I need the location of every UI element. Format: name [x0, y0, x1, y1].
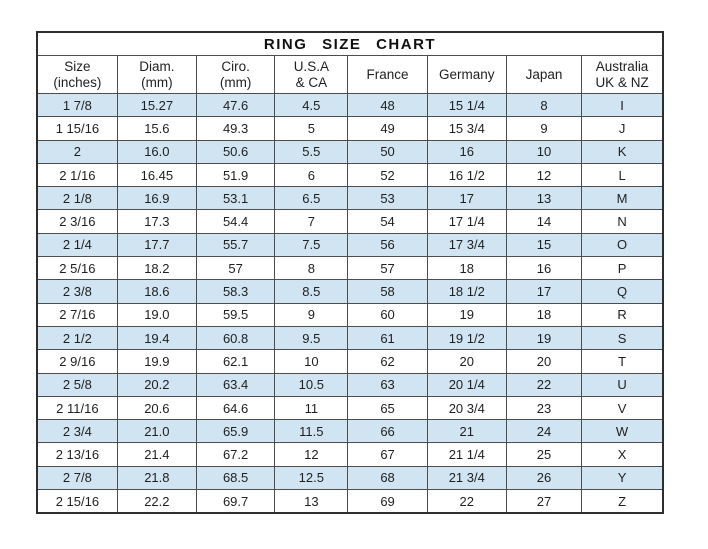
cell-germany: 16 1/2 [427, 163, 506, 186]
chart-title: RING SIZE CHART [37, 32, 663, 56]
col-header-japan [506, 56, 581, 94]
cell-japan: 9 [506, 117, 581, 140]
cell-germany: 20 1/4 [427, 373, 506, 396]
cell-usa-ca: 6 [275, 163, 348, 186]
cell-france: 53 [348, 187, 427, 210]
cell-size-inches: 2 3/4 [37, 420, 117, 443]
cell-usa-ca: 10 [275, 350, 348, 373]
cell-size-inches: 2 15/16 [37, 490, 117, 514]
cell-australia-uk-nz: M [582, 187, 663, 210]
cell-japan: 19 [506, 326, 581, 349]
cell-australia-uk-nz: L [582, 163, 663, 186]
cell-circumference-mm: 62.1 [196, 350, 274, 373]
table-row [37, 326, 663, 349]
cell-circumference-mm: 58.3 [196, 280, 274, 303]
table-row [37, 140, 663, 163]
cell-australia-uk-nz: O [582, 233, 663, 256]
cell-size-inches: 2 5/8 [37, 373, 117, 396]
cell-usa-ca: 7.5 [275, 233, 348, 256]
table-row [37, 257, 663, 280]
cell-diameter-mm: 17.7 [117, 233, 196, 256]
cell-australia-uk-nz: W [582, 420, 663, 443]
cell-usa-ca: 10.5 [275, 373, 348, 396]
cell-germany: 19 1/2 [427, 326, 506, 349]
cell-diameter-mm: 16.45 [117, 163, 196, 186]
cell-france: 61 [348, 326, 427, 349]
table-row [37, 94, 663, 117]
cell-france: 62 [348, 350, 427, 373]
cell-diameter-mm: 19.4 [117, 326, 196, 349]
col-header-sublabel: (mm) [141, 74, 173, 90]
cell-japan: 12 [506, 163, 581, 186]
title-row [37, 32, 663, 56]
cell-size-inches: 2 7/16 [37, 303, 117, 326]
cell-france: 66 [348, 420, 427, 443]
cell-diameter-mm: 20.2 [117, 373, 196, 396]
cell-germany: 22 [427, 490, 506, 514]
cell-diameter-mm: 21.4 [117, 443, 196, 466]
cell-size-inches: 2 9/16 [37, 350, 117, 373]
ring-size-chart-table [36, 31, 664, 514]
cell-circumference-mm: 60.8 [196, 326, 274, 349]
cell-diameter-mm: 22.2 [117, 490, 196, 514]
cell-circumference-mm: 63.4 [196, 373, 274, 396]
column-header-row [37, 56, 663, 94]
cell-france: 67 [348, 443, 427, 466]
cell-circumference-mm: 47.6 [196, 94, 274, 117]
col-header-sublabel: UK & NZ [595, 74, 649, 90]
cell-australia-uk-nz: P [582, 257, 663, 280]
cell-australia-uk-nz: Y [582, 466, 663, 489]
cell-france: 60 [348, 303, 427, 326]
cell-japan: 18 [506, 303, 581, 326]
cell-australia-uk-nz: T [582, 350, 663, 373]
cell-germany: 18 1/2 [427, 280, 506, 303]
cell-germany: 17 [427, 187, 506, 210]
table-row [37, 303, 663, 326]
cell-diameter-mm: 16.9 [117, 187, 196, 210]
cell-circumference-mm: 53.1 [196, 187, 274, 210]
cell-japan: 13 [506, 187, 581, 210]
cell-japan: 15 [506, 233, 581, 256]
cell-size-inches: 2 3/8 [37, 280, 117, 303]
cell-germany: 20 [427, 350, 506, 373]
cell-circumference-mm: 49.3 [196, 117, 274, 140]
table-row [37, 233, 663, 256]
cell-japan: 26 [506, 466, 581, 489]
table-row [37, 210, 663, 233]
cell-circumference-mm: 54.4 [196, 210, 274, 233]
cell-france: 54 [348, 210, 427, 233]
cell-size-inches: 2 7/8 [37, 466, 117, 489]
cell-size-inches: 2 1/2 [37, 326, 117, 349]
table-head [37, 32, 663, 94]
cell-diameter-mm: 21.8 [117, 466, 196, 489]
cell-australia-uk-nz: Z [582, 490, 663, 514]
cell-diameter-mm: 18.6 [117, 280, 196, 303]
cell-circumference-mm: 68.5 [196, 466, 274, 489]
col-header-label: Size [64, 58, 91, 74]
cell-usa-ca: 11 [275, 396, 348, 419]
table-row [37, 466, 663, 489]
cell-france: 49 [348, 117, 427, 140]
cell-usa-ca: 11.5 [275, 420, 348, 443]
cell-japan: 17 [506, 280, 581, 303]
cell-japan: 23 [506, 396, 581, 419]
cell-circumference-mm: 64.6 [196, 396, 274, 419]
table-row [37, 490, 663, 514]
col-header-australia-uk-nz [582, 56, 663, 94]
cell-diameter-mm: 19.0 [117, 303, 196, 326]
cell-size-inches: 1 7/8 [37, 94, 117, 117]
col-header-sublabel: (inches) [53, 74, 102, 90]
cell-germany: 15 1/4 [427, 94, 506, 117]
table-row [37, 117, 663, 140]
cell-germany: 15 3/4 [427, 117, 506, 140]
table-row [37, 420, 663, 443]
cell-australia-uk-nz: N [582, 210, 663, 233]
cell-usa-ca: 9.5 [275, 326, 348, 349]
cell-diameter-mm: 17.3 [117, 210, 196, 233]
cell-usa-ca: 8 [275, 257, 348, 280]
col-header-label: Japan [525, 66, 563, 82]
col-header-label: Australia [595, 58, 649, 74]
cell-australia-uk-nz: Q [582, 280, 663, 303]
cell-usa-ca: 5.5 [275, 140, 348, 163]
table-row [37, 443, 663, 466]
col-header-sublabel: (mm) [219, 74, 252, 90]
cell-germany: 21 [427, 420, 506, 443]
cell-australia-uk-nz: R [582, 303, 663, 326]
cell-circumference-mm: 51.9 [196, 163, 274, 186]
cell-size-inches: 2 1/8 [37, 187, 117, 210]
cell-france: 52 [348, 163, 427, 186]
cell-circumference-mm: 59.5 [196, 303, 274, 326]
cell-diameter-mm: 15.27 [117, 94, 196, 117]
col-header-label: Germany [439, 66, 495, 82]
cell-size-inches: 2 13/16 [37, 443, 117, 466]
table-row [37, 350, 663, 373]
cell-circumference-mm: 55.7 [196, 233, 274, 256]
cell-usa-ca: 13 [275, 490, 348, 514]
col-header-size-inches [37, 56, 117, 94]
cell-size-inches: 2 [37, 140, 117, 163]
col-header-label: Diam. [139, 58, 175, 74]
cell-usa-ca: 6.5 [275, 187, 348, 210]
cell-germany: 19 [427, 303, 506, 326]
col-header-label: U.S.A [293, 58, 329, 74]
cell-france: 56 [348, 233, 427, 256]
cell-germany: 17 3/4 [427, 233, 506, 256]
cell-usa-ca: 5 [275, 117, 348, 140]
cell-france: 68 [348, 466, 427, 489]
cell-germany: 17 1/4 [427, 210, 506, 233]
cell-size-inches: 2 11/16 [37, 396, 117, 419]
cell-australia-uk-nz: U [582, 373, 663, 396]
cell-japan: 8 [506, 94, 581, 117]
cell-germany: 20 3/4 [427, 396, 506, 419]
cell-usa-ca: 8.5 [275, 280, 348, 303]
cell-australia-uk-nz: X [582, 443, 663, 466]
cell-diameter-mm: 19.9 [117, 350, 196, 373]
cell-japan: 14 [506, 210, 581, 233]
cell-circumference-mm: 69.7 [196, 490, 274, 514]
col-header-germany [427, 56, 506, 94]
cell-diameter-mm: 15.6 [117, 117, 196, 140]
cell-australia-uk-nz: J [582, 117, 663, 140]
cell-france: 69 [348, 490, 427, 514]
cell-size-inches: 1 15/16 [37, 117, 117, 140]
cell-usa-ca: 4.5 [275, 94, 348, 117]
cell-australia-uk-nz: V [582, 396, 663, 419]
cell-japan: 25 [506, 443, 581, 466]
cell-size-inches: 2 3/16 [37, 210, 117, 233]
table-row [37, 373, 663, 396]
table-row [37, 396, 663, 419]
cell-germany: 16 [427, 140, 506, 163]
cell-circumference-mm: 67.2 [196, 443, 274, 466]
cell-japan: 16 [506, 257, 581, 280]
col-header-label: France [366, 66, 409, 82]
col-header-diameter-mm [117, 56, 196, 94]
cell-size-inches: 2 1/16 [37, 163, 117, 186]
cell-japan: 10 [506, 140, 581, 163]
cell-circumference-mm: 57 [196, 257, 274, 280]
cell-usa-ca: 7 [275, 210, 348, 233]
table-row [37, 163, 663, 186]
cell-france: 50 [348, 140, 427, 163]
table-row [37, 280, 663, 303]
cell-usa-ca: 9 [275, 303, 348, 326]
cell-japan: 24 [506, 420, 581, 443]
cell-france: 63 [348, 373, 427, 396]
table-body [37, 94, 663, 514]
cell-japan: 22 [506, 373, 581, 396]
cell-usa-ca: 12.5 [275, 466, 348, 489]
cell-japan: 20 [506, 350, 581, 373]
cell-france: 58 [348, 280, 427, 303]
col-header-usa-ca [275, 56, 348, 94]
cell-diameter-mm: 20.6 [117, 396, 196, 419]
col-header-label: Ciro. [221, 58, 250, 74]
cell-germany: 21 3/4 [427, 466, 506, 489]
cell-size-inches: 2 5/16 [37, 257, 117, 280]
col-header-circumference-mm [196, 56, 274, 94]
col-header-france [348, 56, 427, 94]
cell-france: 57 [348, 257, 427, 280]
cell-france: 48 [348, 94, 427, 117]
col-header-sublabel: & CA [295, 74, 328, 90]
cell-australia-uk-nz: S [582, 326, 663, 349]
cell-circumference-mm: 50.6 [196, 140, 274, 163]
cell-diameter-mm: 16.0 [117, 140, 196, 163]
cell-size-inches: 2 1/4 [37, 233, 117, 256]
cell-usa-ca: 12 [275, 443, 348, 466]
cell-france: 65 [348, 396, 427, 419]
cell-diameter-mm: 18.2 [117, 257, 196, 280]
cell-germany: 21 1/4 [427, 443, 506, 466]
table-row [37, 187, 663, 210]
cell-australia-uk-nz: I [582, 94, 663, 117]
cell-germany: 18 [427, 257, 506, 280]
cell-japan: 27 [506, 490, 581, 514]
cell-diameter-mm: 21.0 [117, 420, 196, 443]
cell-australia-uk-nz: K [582, 140, 663, 163]
cell-circumference-mm: 65.9 [196, 420, 274, 443]
